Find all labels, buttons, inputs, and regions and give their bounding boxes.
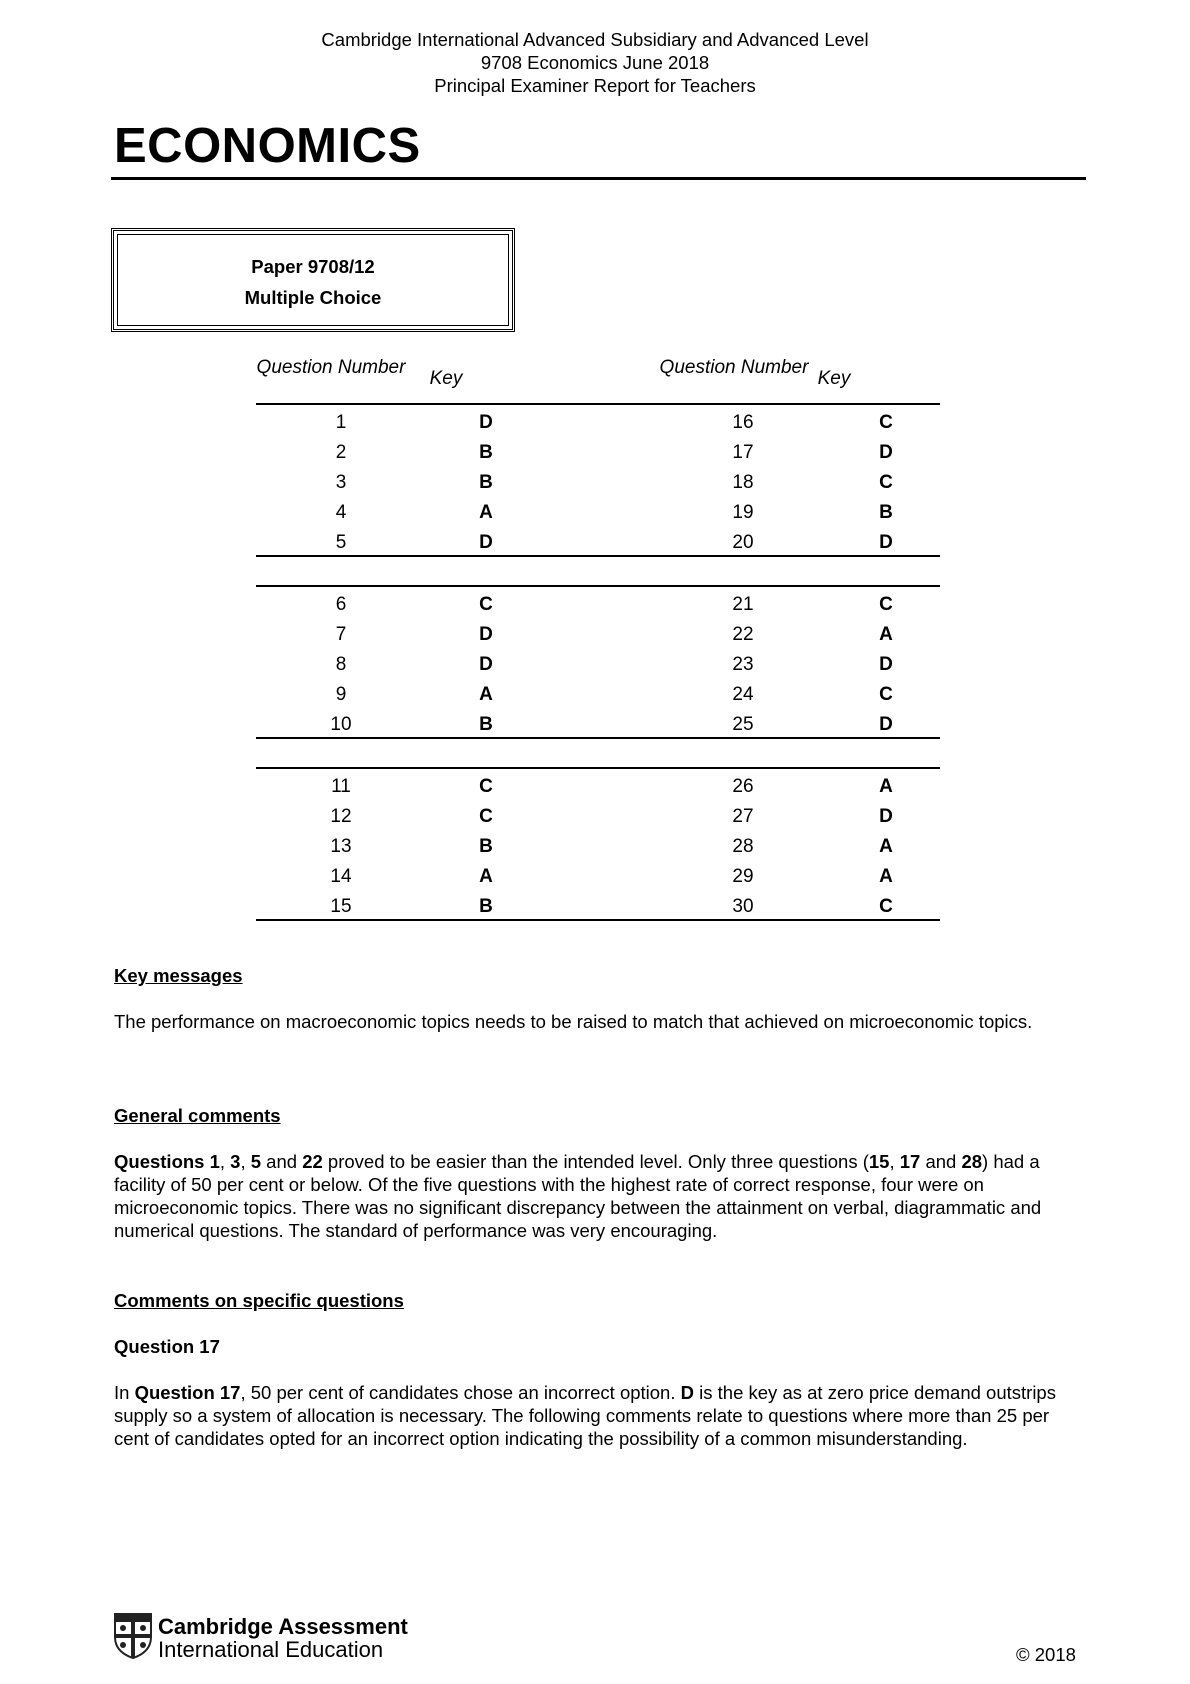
copyright-notice: © 2018 [1016, 1644, 1076, 1665]
question-number-cell: 19 [732, 502, 754, 523]
answer-key-cell: D [879, 714, 893, 735]
question-number-cell: 16 [732, 412, 754, 433]
question-number-cell: 24 [732, 684, 754, 705]
key-messages-text: The performance on macroeconomic topics needs to be raised to match that achieved on microeconomic topics. [114, 1011, 1033, 1032]
answer-key-cell: B [479, 836, 493, 857]
answer-key-cell: C [479, 594, 493, 615]
question-number-cell: 15 [330, 896, 352, 917]
table-rule [256, 403, 940, 405]
answer-key-cell: B [479, 714, 493, 735]
question-number-cell: 18 [732, 472, 754, 493]
question-number-cell: 7 [335, 624, 347, 645]
logo-line-2: International Education [158, 1637, 384, 1662]
paper-type: Multiple Choice [244, 287, 382, 308]
general-comments-section [114, 1104, 1074, 1242]
column-header-question-number: Question Number [256, 357, 406, 378]
table-rule [256, 919, 940, 921]
question-number-cell: 2 [335, 442, 347, 463]
question-17-heading: Question 17 [114, 1336, 220, 1357]
question-number-cell: 26 [732, 776, 754, 797]
question-number-cell: 5 [335, 532, 347, 553]
column-header-key: Key [429, 368, 463, 389]
cambridge-logo [114, 1613, 408, 1663]
question-number-cell: 29 [732, 866, 754, 887]
answer-key-cell: C [479, 806, 493, 827]
question-number-cell: 10 [330, 714, 352, 735]
answer-key-cell: C [879, 896, 893, 917]
answer-key-cell: B [479, 896, 493, 917]
answer-key-cell: B [479, 472, 493, 493]
question-number-cell: 11 [331, 776, 351, 797]
question-number-cell: 12 [330, 806, 352, 827]
answer-key-cell: B [479, 442, 493, 463]
answer-key-cell: C [879, 684, 893, 705]
answer-key-cell: A [879, 836, 893, 857]
answer-key-cell: D [879, 442, 893, 463]
answer-key-cell: D [479, 532, 493, 553]
answer-key-cell: A [479, 684, 493, 705]
answer-key-cell: A [879, 866, 893, 887]
column-header-question-number-2: Question Number [659, 357, 809, 378]
question-number-cell: 9 [335, 684, 347, 705]
question-number-cell: 22 [732, 624, 754, 645]
header-line-2: 9708 Economics June 2018 [480, 52, 710, 73]
key-messages-section [114, 964, 1074, 1033]
answer-key-cell: D [479, 412, 493, 433]
answer-key-cell: D [879, 532, 893, 553]
question-number-cell: 28 [732, 836, 754, 857]
question-number-cell: 25 [732, 714, 754, 735]
table-rule [256, 767, 940, 769]
table-rule [256, 737, 940, 739]
cambridge-shield-icon [114, 1613, 152, 1659]
table-rule [256, 585, 940, 587]
answer-key-cell: A [479, 502, 493, 523]
question-number-cell: 8 [335, 654, 347, 675]
question-number-cell: 21 [732, 594, 754, 615]
question-number-cell: 13 [330, 836, 352, 857]
answer-key-cell: B [879, 502, 893, 523]
table-rule [256, 555, 940, 557]
general-comments-heading: General comments [114, 1105, 281, 1126]
logo-line-1: Cambridge Assessment [158, 1614, 408, 1639]
answer-key-cell: C [879, 472, 893, 493]
header-line-1: Cambridge International Advanced Subsidiary and Advanced Level [321, 29, 869, 50]
general-comments-text: Questions 1, 3, 5 and 22 proved to be easier than the intended level. Only three questions (15, 17 and 28) had a facility of 50 per cent or below. Of the five questions with the highest rate of correct response, four were on microeconomic topics. There was no significant discrepancy between the attainment on verbal, diagrammatic and numerical questions. The standard of performance was very encouraging. [114, 1151, 1042, 1241]
key-messages-heading: Key messages [114, 965, 243, 986]
question-number-cell: 20 [732, 532, 754, 553]
answer-key-cell: D [879, 806, 893, 827]
answer-key-cell: D [479, 654, 493, 675]
question-number-cell: 4 [335, 502, 347, 523]
question-number-cell: 17 [732, 442, 754, 463]
question-number-cell: 27 [732, 806, 754, 827]
paper-info-box [111, 228, 515, 332]
answer-key-cell: A [879, 776, 893, 797]
specific-comments-heading: Comments on specific questions [114, 1290, 404, 1311]
question-number-cell: 30 [732, 896, 754, 917]
question-number-cell: 14 [330, 866, 352, 887]
question-number-cell: 23 [732, 654, 754, 675]
answer-key-cell: D [879, 654, 893, 675]
answer-key-cell: A [479, 866, 493, 887]
question-number-cell: 6 [335, 594, 347, 615]
question-number-cell: 3 [335, 472, 347, 493]
report-header [0, 28, 1190, 97]
question-number-cell: 1 [335, 412, 347, 433]
answer-key-cell: C [479, 776, 493, 797]
answer-key-cell: C [879, 594, 893, 615]
title-divider [111, 177, 1086, 180]
paper-code: Paper 9708/12 [251, 256, 375, 277]
answer-key-cell: C [879, 412, 893, 433]
question-17-text: In Question 17, 50 per cent of candidates chose an incorrect option. D is the key as at zero price demand outstrips supply so a system of allocation is necessary. The following comments relate to questions where more than 25 per cent of candidates opted for an incorrect option indicating the possibility of a common misunderstanding. [114, 1382, 1056, 1449]
column-header-key-2: Key [817, 368, 851, 389]
specific-comments-section [114, 1289, 1074, 1450]
answer-key-cell: A [879, 624, 893, 645]
header-line-3: Principal Examiner Report for Teachers [434, 75, 756, 96]
page-title: ECONOMICS [114, 119, 421, 173]
answer-key-cell: D [479, 624, 493, 645]
